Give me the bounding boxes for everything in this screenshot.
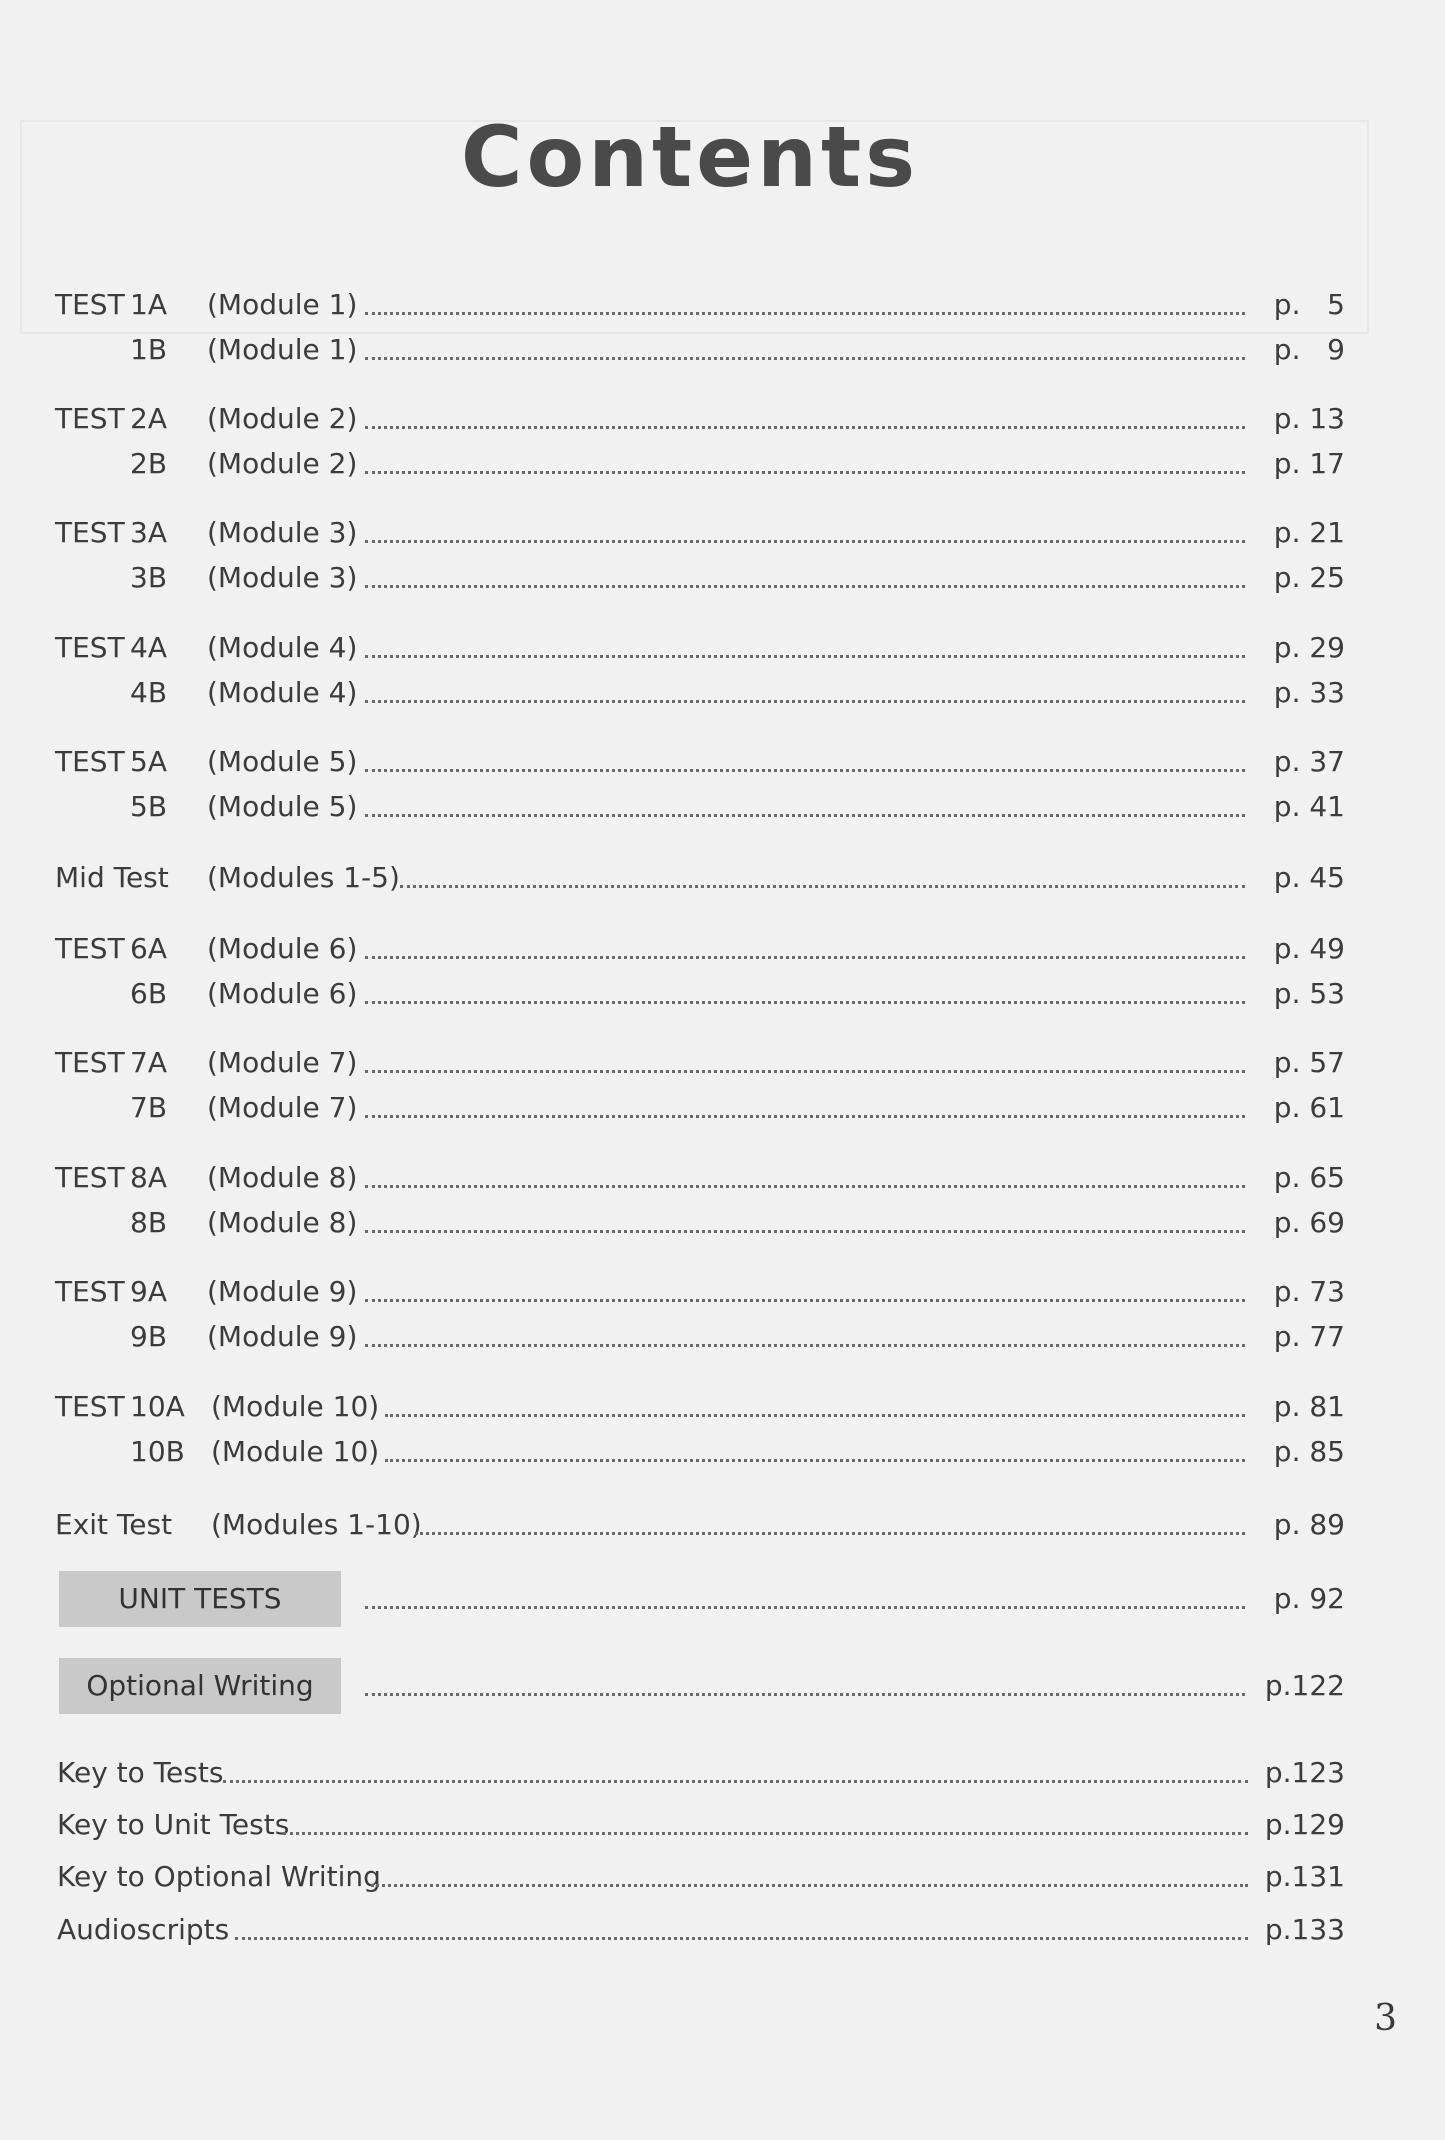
entry-label: Audioscripts: [57, 1913, 230, 1946]
toc-entry-test-5b: [55, 785, 1345, 829]
entry-page: p. 73: [1273, 1275, 1345, 1308]
entry-page: p. 81: [1273, 1390, 1345, 1423]
dot-leader: [365, 956, 1245, 959]
entry-page: p.129: [1264, 1808, 1345, 1841]
entry-code: 2B: [130, 447, 168, 480]
toc-entry-test-2a: [55, 397, 1345, 441]
entry-page: p. 92: [1273, 1582, 1345, 1615]
entry-module: (Module 4): [207, 631, 358, 664]
dot-leader: [365, 1230, 1245, 1233]
entry-page: p. 29: [1273, 631, 1345, 664]
toc-entry-test-2b: [55, 442, 1345, 486]
entry-code: 10B: [130, 1435, 185, 1468]
entry-module: (Module 7): [207, 1091, 358, 1124]
entry-code: 3A: [130, 516, 167, 549]
toc-entry-test-10b: [55, 1430, 1345, 1474]
toc-section-unit-tests: [55, 1577, 1345, 1621]
dot-leader: [365, 540, 1245, 543]
dot-leader: [371, 1884, 1248, 1887]
entry-module: (Module 7): [207, 1046, 358, 1079]
entry-code: 9B: [130, 1320, 168, 1353]
entry-code: 9A: [130, 1275, 167, 1308]
entry-module: (Module 6): [207, 932, 358, 965]
entry-module: (Module 9): [207, 1320, 358, 1353]
entry-test-label: TEST: [55, 1161, 125, 1194]
entry-code: 7A: [130, 1046, 167, 1079]
entry-module: (Module 1): [207, 333, 358, 366]
entry-page: p.133: [1264, 1913, 1345, 1946]
entry-code: 1B: [130, 333, 168, 366]
toc-entry-test-6a: [55, 927, 1345, 971]
dot-leader: [365, 655, 1245, 658]
entry-page: p. 65: [1273, 1161, 1345, 1194]
dot-leader: [385, 1459, 1245, 1462]
entry-page: p. 57: [1273, 1046, 1345, 1079]
entry-page: p. 5: [1273, 288, 1345, 321]
entry-page: p. 61: [1273, 1091, 1345, 1124]
dot-leader: [365, 769, 1245, 772]
dot-leader: [365, 814, 1245, 817]
entry-page: p. 85: [1273, 1435, 1345, 1468]
entry-module: (Module 3): [207, 561, 358, 594]
entry-module: (Module 10): [211, 1435, 380, 1468]
toc-entry-test-5a: [55, 740, 1345, 784]
dot-leader: [415, 1532, 1245, 1535]
entry-module: (Module 2): [207, 447, 358, 480]
entry-label: Key to Optional Writing: [57, 1860, 381, 1893]
page-title: Contents: [460, 108, 920, 206]
toc-entry-test-3a: [55, 511, 1345, 555]
entry-code: 4B: [130, 676, 168, 709]
entry-page: p.131: [1264, 1860, 1345, 1893]
dot-leader: [365, 1115, 1245, 1118]
entry-test-label: TEST: [55, 516, 125, 549]
entry-test-label: TEST: [55, 745, 125, 778]
entry-code: 5B: [130, 790, 168, 823]
entry-code: 6A: [130, 932, 167, 965]
entry-page: p. 25: [1273, 561, 1345, 594]
dot-leader: [365, 471, 1245, 474]
toc-entry-test-4a: [55, 626, 1345, 670]
toc-entry-key-to-optional-writing: [55, 1855, 1345, 1899]
entry-page: p. 89: [1273, 1508, 1345, 1541]
entry-page: p. 49: [1273, 932, 1345, 965]
dot-leader: [283, 1832, 1248, 1835]
entry-label: Key to Unit Tests: [57, 1808, 290, 1841]
entry-code: 5A: [130, 745, 167, 778]
entry-test-label: TEST: [55, 1046, 125, 1079]
entry-page: p. 37: [1273, 745, 1345, 778]
toc-section-optional-writing: [55, 1664, 1345, 1708]
toc-entry-test-8b: [55, 1201, 1345, 1245]
entry-module: (Module 1): [207, 288, 358, 321]
entry-code: 6B: [130, 977, 168, 1010]
dot-leader: [365, 1001, 1245, 1004]
entry-module: (Module 5): [207, 745, 358, 778]
toc-entry-audioscripts: [55, 1908, 1345, 1952]
entry-code: 8B: [130, 1206, 168, 1239]
entry-module: (Module 2): [207, 402, 358, 435]
entry-module: (Module 10): [211, 1390, 380, 1423]
entry-page: p. 45: [1273, 861, 1345, 894]
section-label: UNIT TESTS: [59, 1571, 341, 1627]
dot-leader: [365, 1070, 1245, 1073]
toc-entry-test-9b: [55, 1315, 1345, 1359]
dot-leader: [365, 1693, 1245, 1696]
entry-label: Key to Tests: [57, 1756, 224, 1789]
entry-module: (Modules 1-10): [211, 1508, 422, 1541]
entry-test-label: TEST: [55, 1390, 125, 1423]
entry-module: (Modules 1-5): [207, 861, 400, 894]
entry-code: 2A: [130, 402, 167, 435]
toc-entry-test-1b: [55, 328, 1345, 372]
entry-page: p. 33: [1273, 676, 1345, 709]
dot-leader: [235, 1937, 1248, 1940]
toc-entry-mid-test: [55, 856, 1345, 900]
toc-entry-test-6b: [55, 972, 1345, 1016]
entry-page: p. 21: [1273, 516, 1345, 549]
dot-leader: [400, 885, 1245, 888]
entry-page: p. 69: [1273, 1206, 1345, 1239]
toc-entry-key-to-unit-tests: [55, 1803, 1345, 1847]
entry-module: (Module 8): [207, 1206, 358, 1239]
toc-entry-key-to-tests: [55, 1751, 1345, 1795]
toc-entry-test-7a: [55, 1041, 1345, 1085]
entry-page: p.122: [1264, 1669, 1345, 1702]
entry-module: (Module 5): [207, 790, 358, 823]
dot-leader: [365, 1299, 1245, 1302]
toc-entry-test-4b: [55, 671, 1345, 715]
entry-page: p. 9: [1273, 333, 1345, 366]
toc-entry-test-10a: [55, 1385, 1345, 1429]
entry-code: 3B: [130, 561, 168, 594]
entry-module: (Module 3): [207, 516, 358, 549]
entry-page: p. 17: [1273, 447, 1345, 480]
entry-code: 1A: [130, 288, 167, 321]
entry-module: (Module 8): [207, 1161, 358, 1194]
toc-entry-test-7b: [55, 1086, 1345, 1130]
entry-module: (Module 9): [207, 1275, 358, 1308]
entry-page: p. 77: [1273, 1320, 1345, 1353]
entry-module: (Module 4): [207, 676, 358, 709]
entry-test-label: TEST: [55, 932, 125, 965]
entry-test-label: Mid Test: [55, 861, 169, 894]
dot-leader: [365, 585, 1245, 588]
entry-module: (Module 6): [207, 977, 358, 1010]
dot-leader: [365, 1344, 1245, 1347]
entry-test-label: TEST: [55, 1275, 125, 1308]
entry-page: p.123: [1264, 1756, 1345, 1789]
entry-page: p. 53: [1273, 977, 1345, 1010]
toc-entry-test-3b: [55, 556, 1345, 600]
dot-leader: [365, 1606, 1245, 1609]
toc-entry-test-1a: [55, 283, 1345, 327]
page-number: 3: [1374, 1998, 1397, 2039]
toc-entry-exit-test: [55, 1503, 1345, 1547]
entry-test-label: Exit Test: [55, 1508, 173, 1541]
entry-code: 4A: [130, 631, 167, 664]
section-label: Optional Writing: [59, 1658, 341, 1714]
dot-leader: [365, 700, 1245, 703]
entry-test-label: TEST: [55, 288, 125, 321]
entry-test-label: TEST: [55, 402, 125, 435]
toc-entry-test-9a: [55, 1270, 1345, 1314]
dot-leader: [365, 312, 1245, 315]
dot-leader: [385, 1414, 1245, 1417]
entry-page: p. 41: [1273, 790, 1345, 823]
dot-leader: [365, 1185, 1245, 1188]
toc-entry-test-8a: [55, 1156, 1345, 1200]
dot-leader: [365, 357, 1245, 360]
entry-page: p. 13: [1273, 402, 1345, 435]
dot-leader: [223, 1780, 1248, 1783]
entry-test-label: TEST: [55, 631, 125, 664]
entry-code: 7B: [130, 1091, 168, 1124]
entry-code: 10A: [130, 1390, 185, 1423]
entry-code: 8A: [130, 1161, 167, 1194]
dot-leader: [365, 426, 1245, 429]
